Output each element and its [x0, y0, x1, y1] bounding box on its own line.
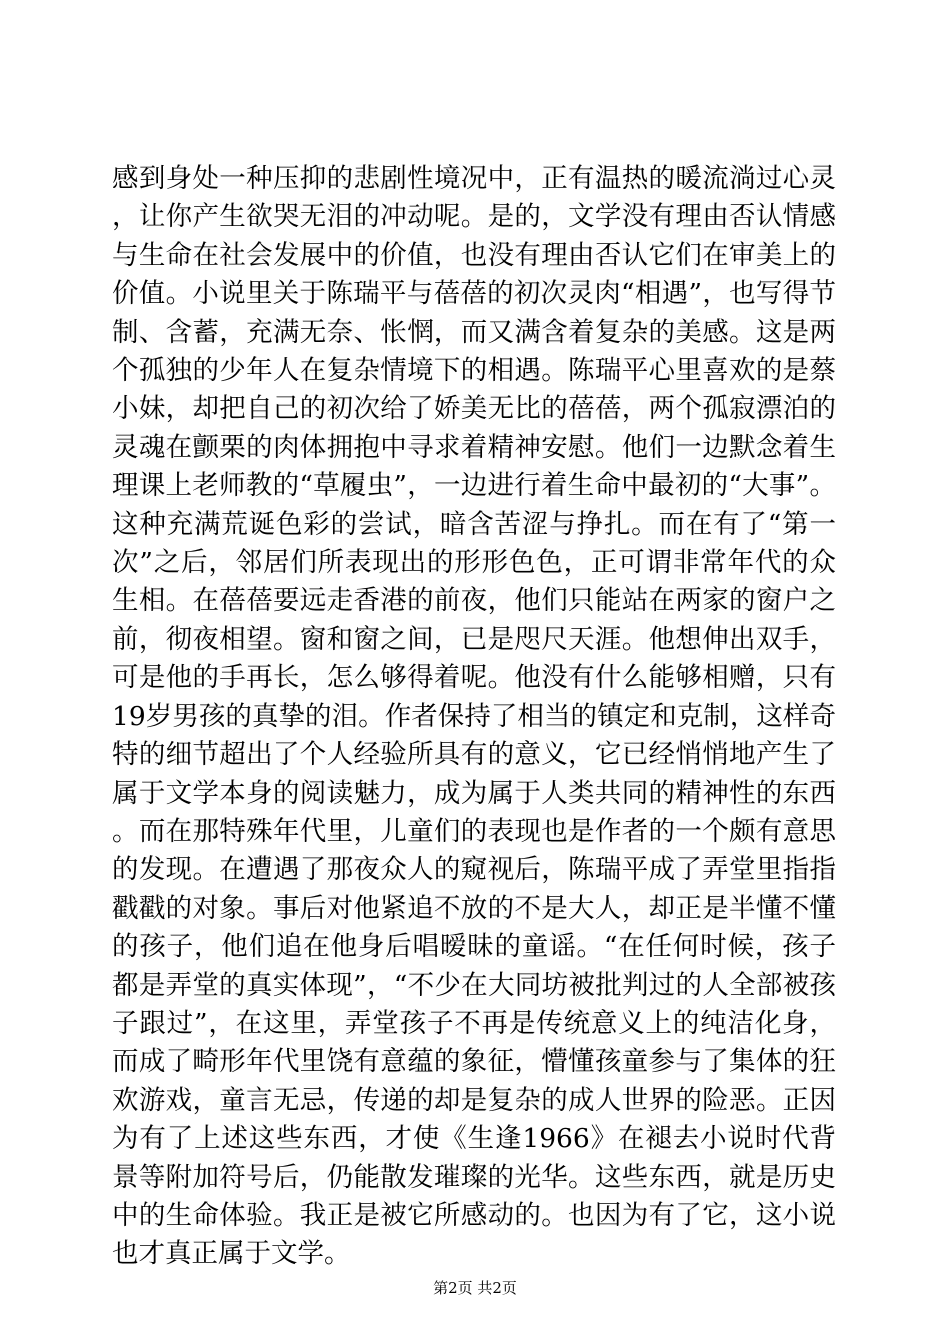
page-footer: 第2页 共2页 — [433, 1279, 517, 1297]
body-paragraph: 感到身处一种压抑的悲剧性境况中，正有温热的暖流淌过心灵，让你产生欲哭无泪的冲动呢。是的，文学没有理由否认情感与生命在社会发展中的价值，也没有理由否认它们在审美上的价值。小说里关于陈瑞平与蓓蓓的初次灵肉“相遇”，也写得节制、含蓄，充满无奈、怅惘，而又满含着复杂的美感。这是两个孤独的少年人在复杂情境下的相遇。陈瑞平心里喜欢的是蔡小妹，却把自己的初次给了娇美无比的蓓蓓，两个孤寂漂泊的灵魂在颤栗的肉体拥抱中寻求着精神安慰。他们一边默念着生理课上老师教的“草履虫”，一边进行着生命中最初的“大事”。这种充满荒诞色彩的尝试，暗含苦涩与挣扎。而在有了“第一次”之后，邻居们所表现出的形形色色，正可谓非常年代的众生相。在蓓蓓要远走香港的前夜，他们只能站在两家的窗户之前，彻夜相望。窗和窗之间，已是咫尺天涯。他想伸出双手，可是他的手再长，怎么够得着呢。他没有什么能够相赠，只有19岁男孩的真挚的泪。作者保持了相当的镇定和克制，这样奇特的细节超出了个人经验所具有的意义，它已经悄悄地产生了属于文学本身的阅读魅力，成为属于人类共同的精神性的东西。而在那特殊年代里，儿童们的表现也是作者的一个颇有意思的发现。在遭遇了那夜众人的窥视后，陈瑞平成了弄堂里指指戳戳的对象。事后对他紧追不放的不是大人，却正是半懂不懂的孩子，他们追在他身后唱暧昧的童谣。“在任何时候，孩子都是弄堂的真实体现”，“不少在大同坊被批判过的人全部被孩子跟过”，在这里，弄堂孩子不再是传统意义上的纯洁化身，而成了畸形年代里饶有意蕴的象征，懵懂孩童参与了集体的狂欢游戏，童言无忌，传递的却是复杂的成人世界的险恶。正因为有了上述这些东西，才使《生逢1966》在褪去小说时代背景等附加符号后，仍能散发璀璨的光华。这些东西，就是历史中的生命体验。我正是被它所感动的。也因为有了它，这小说也才真正属于文学。 — [112, 163, 836, 1270]
